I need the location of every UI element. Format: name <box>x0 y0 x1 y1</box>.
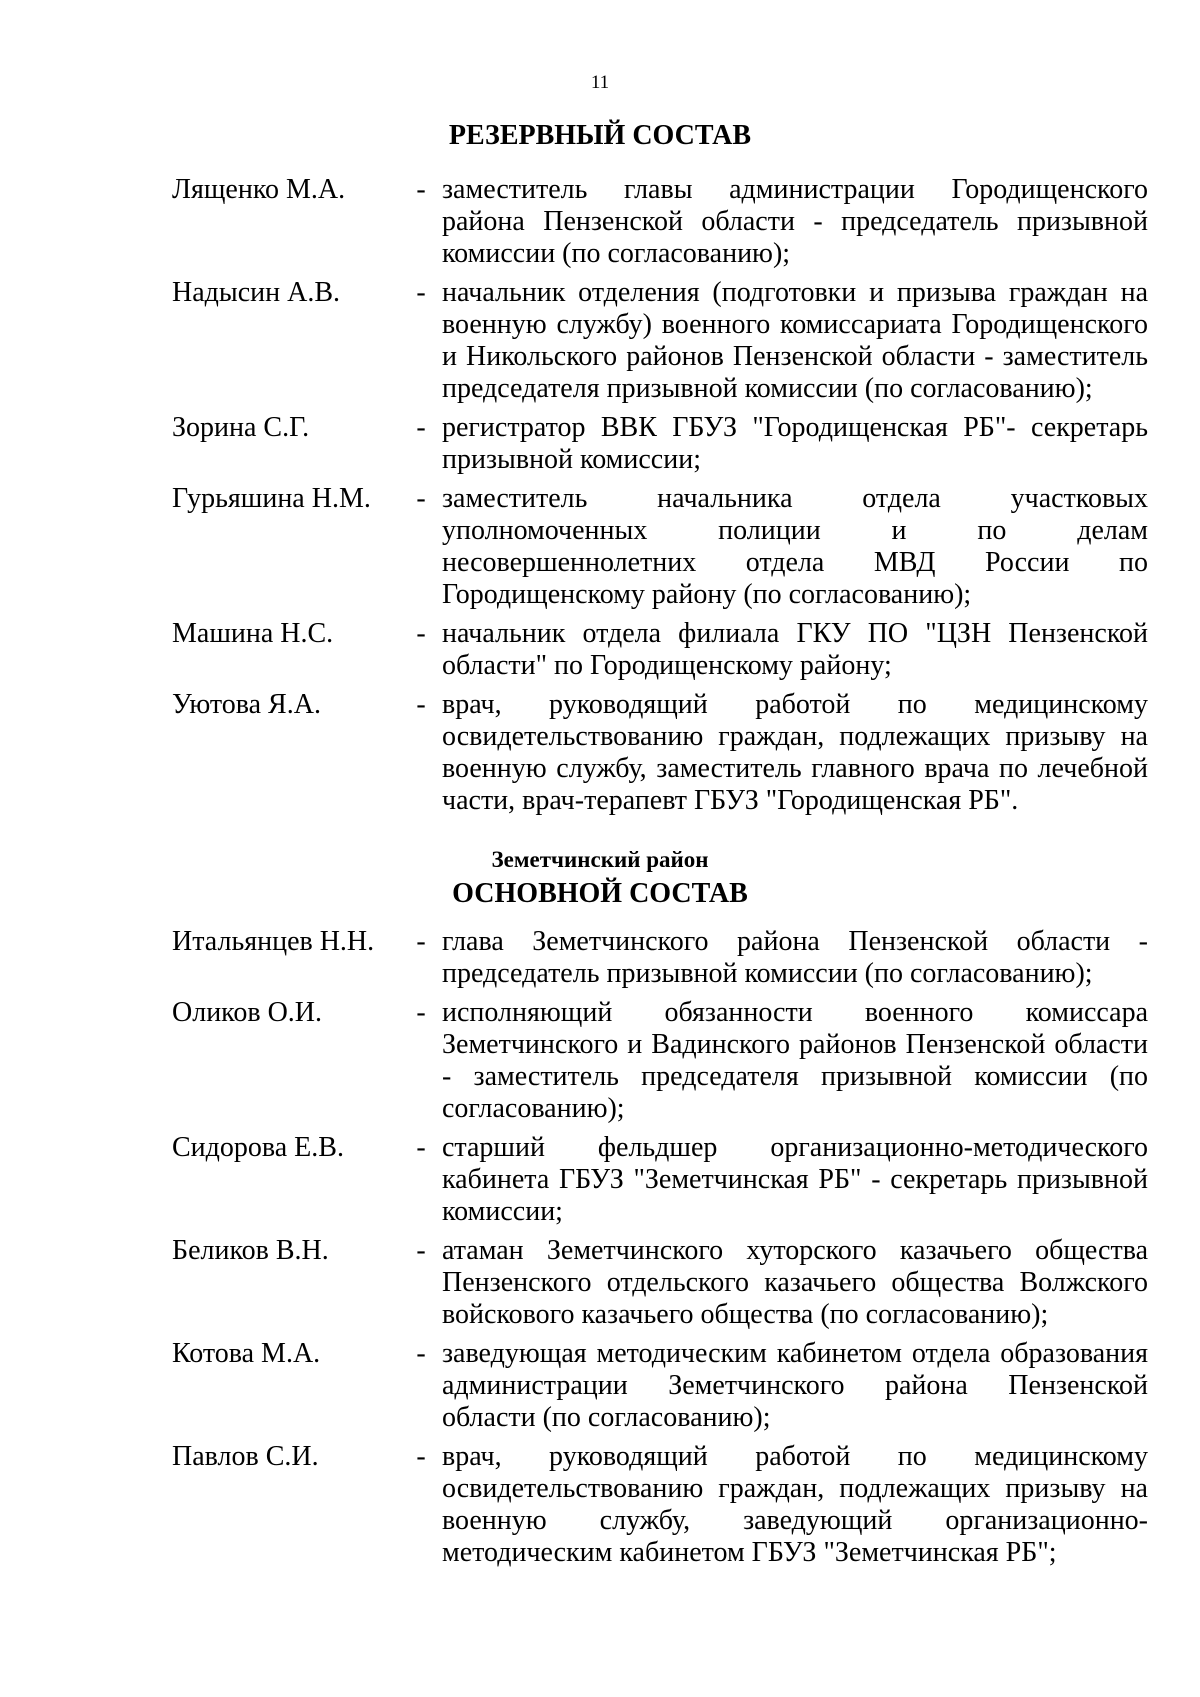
member-position: заведующая методическим кабинетом отдела образования администрации Земетчинского района Пензенской области (по согласованию); <box>442 1338 1148 1433</box>
member-position: регистратор ВВК ГБУЗ "Городищенская РБ"- секретарь призывной комиссии; <box>442 412 1148 475</box>
list-item <box>172 689 1148 817</box>
member-name: Машина Н.С. <box>172 618 334 649</box>
list-item <box>172 412 1148 476</box>
member-position: исполняющий обязанности военного комиссара Земетчинского и Вадинского районов Пензенской области - заместитель председателя призывной комиссии (по согласованию); <box>442 997 1148 1124</box>
member-name: Лященко М.А. <box>172 174 346 205</box>
member-name: Надысин А.В. <box>172 277 340 308</box>
member-name: Павлов С.И. <box>172 1441 319 1472</box>
list-item <box>172 1235 1148 1331</box>
member-position: глава Земетчинского района Пензенской области - председатель призывной комиссии (по согласованию); <box>442 926 1148 989</box>
list-item <box>172 1132 1148 1228</box>
list-item <box>172 174 1148 270</box>
member-position: начальник отделения (подготовки и призыва граждан на военную службу) военного комиссариата Городищенского и Никольского районов Пензенской области - заместитель председателя призывной комиссии (по согласованию); <box>442 277 1148 404</box>
list-item <box>172 1441 1148 1569</box>
member-position: атаман Земетчинского хуторского казачьего общества Пензенского отдельского казачьего общества Волжского войскового казачьего общества (по согласованию); <box>442 1235 1148 1330</box>
list-item <box>172 277 1148 405</box>
list-item <box>172 1338 1148 1434</box>
member-name: Беликов В.Н. <box>172 1235 329 1266</box>
list-item <box>172 483 1148 611</box>
member-name: Итальянцев Н.Н. <box>172 926 375 957</box>
reserve-composition-title: РЕЗЕРВНЫЙ СОСТАВ <box>448 120 752 151</box>
page-number: 11 <box>590 72 610 93</box>
dash-separator: - <box>416 277 426 308</box>
list-item <box>172 997 1148 1125</box>
dash-separator: - <box>416 618 426 649</box>
member-name: Котова М.А. <box>172 1338 321 1369</box>
main-composition-title: ОСНОВНОЙ СОСТАВ <box>452 878 748 909</box>
dash-separator: - <box>416 1235 426 1266</box>
member-position: врач, руководящий работой по медицинскому освидетельствованию граждан, подлежащих призыву на военную службу, заместитель главного врача по лечебной части, врач-терапевт ГБУЗ "Городищенская РБ". <box>442 689 1148 816</box>
dash-separator: - <box>416 1338 426 1369</box>
dash-separator: - <box>416 689 426 720</box>
dash-separator: - <box>416 1132 426 1163</box>
member-position: заместитель начальника отдела участковых уполномоченных полиции и по делам несовершеннолетних отдела МВД России по Городищенскому району (по согласованию); <box>442 483 1148 610</box>
main-composition-list <box>172 926 1148 1576</box>
member-name: Зорина С.Г. <box>172 412 310 443</box>
dash-separator: - <box>416 412 426 443</box>
reserve-composition-list <box>172 174 1148 824</box>
member-name: Уютова Я.А. <box>172 689 321 720</box>
dash-separator: - <box>416 997 426 1028</box>
member-name: Оликов О.И. <box>172 997 323 1028</box>
member-position: заместитель главы администрации Городищенского района Пензенской области - председатель призывной комиссии (по согласованию); <box>442 174 1148 269</box>
list-item <box>172 926 1148 990</box>
member-name: Сидорова Е.В. <box>172 1132 344 1163</box>
district-heading: Земетчинский район <box>491 847 709 872</box>
dash-separator: - <box>416 1441 426 1472</box>
member-position: начальник отдела филиала ГКУ ПО "ЦЗН Пензенской области" по Городищенскому району; <box>442 618 1148 681</box>
dash-separator: - <box>416 483 426 514</box>
list-item <box>172 618 1148 682</box>
dash-separator: - <box>416 174 426 205</box>
dash-separator: - <box>416 926 426 957</box>
member-position: врач, руководящий работой по медицинскому освидетельствованию граждан, подлежащих призыву на военную службу, заведующий организационно-методическим кабинетом ГБУЗ "Земетчинская РБ"; <box>442 1441 1148 1568</box>
member-name: Гурьяшина Н.М. <box>172 483 371 514</box>
member-position: старший фельдшер организационно-методического кабинета ГБУЗ "Земетчинская РБ" - секретарь призывной комиссии; <box>442 1132 1148 1227</box>
